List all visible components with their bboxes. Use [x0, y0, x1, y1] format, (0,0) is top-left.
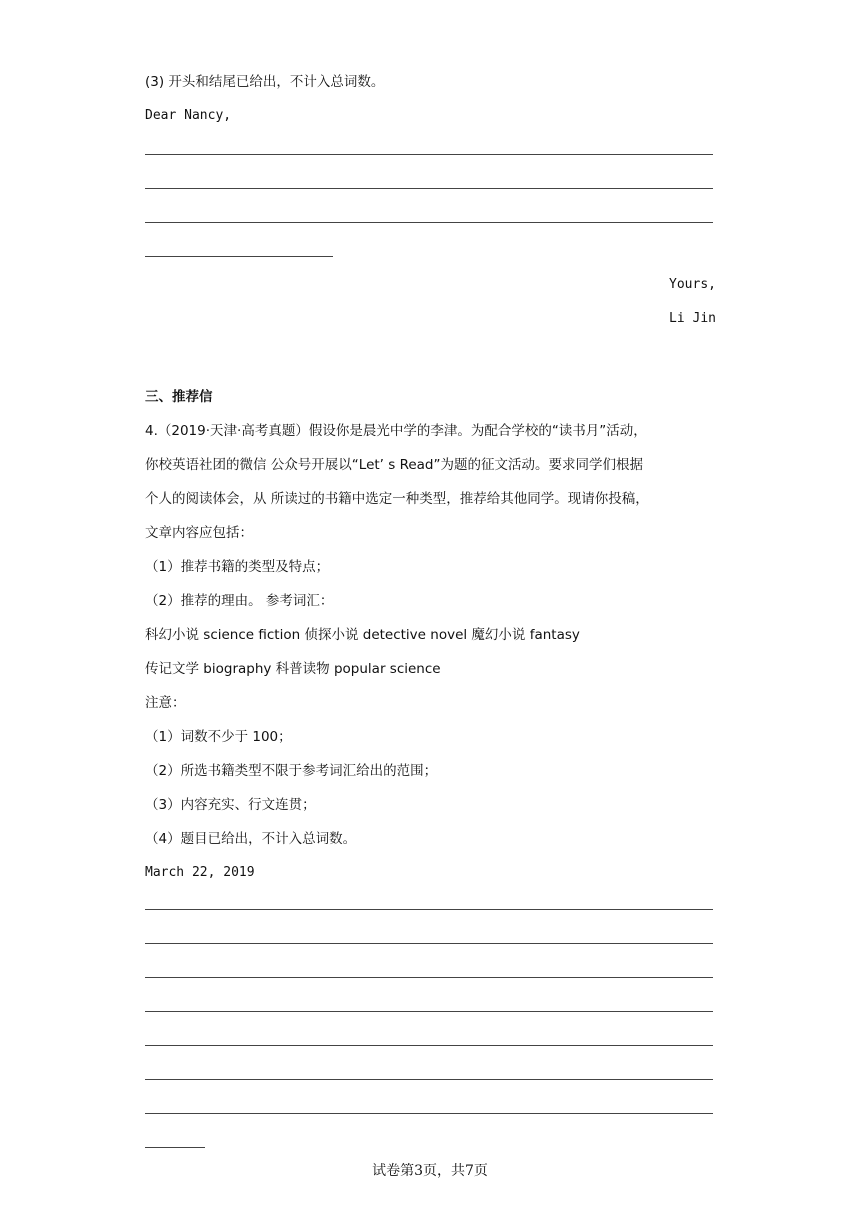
answer-line [145, 977, 713, 978]
answer-line [145, 1011, 713, 1012]
signature: Li Jin [669, 311, 716, 326]
notice-item: （2）所选书籍类型不限于参考词汇给出的范围； [145, 763, 438, 779]
answer-line [145, 909, 713, 910]
question-line: 4.（2019·天津·高考真题）假设你是晨光中学的李津。为配合学校的“读书月”活动， [145, 423, 647, 439]
question-line: 文章内容应包括： [145, 525, 253, 541]
answer-line [145, 943, 713, 944]
notice-item: （3）内容充实、行文连贯； [145, 797, 316, 813]
closing: Yours, [669, 277, 716, 292]
notice-item: （4）题目已给出，不计入总词数。 [145, 831, 357, 847]
answer-line-short [145, 256, 333, 257]
section-heading: 三、推荐信 [145, 389, 213, 405]
note-3: (3) 开头和结尾已给出，不计入总词数。 [145, 74, 385, 90]
answer-line-short [145, 1147, 205, 1148]
answer-line [145, 188, 713, 189]
content-item: （2）推荐的理由。 参考词汇： [145, 593, 334, 609]
answer-line [145, 1079, 713, 1080]
vocab-line: 科幻小说 science fiction 侦探小说 detective novel 魔幻小说 fantasy [145, 627, 580, 643]
answer-line [145, 1045, 713, 1046]
page-footer: 试卷第3页，共7页 [372, 1163, 488, 1179]
question-line: 个人的阅读体会，从 所读过的书籍中选定一种类型，推荐给其他同学。现请你投稿， [145, 491, 649, 507]
question-line: 你校英语社团的微信 公众号开展以“Let’ s Read”为题的征文活动。要求同学们根据 [145, 457, 643, 473]
answer-line [145, 1113, 713, 1114]
content-item: （1）推荐书籍的类型及特点； [145, 559, 330, 575]
salutation: Dear Nancy, [145, 108, 232, 123]
vocab-line: 传记文学 biography 科普读物 popular science [145, 661, 441, 677]
answer-line [145, 222, 713, 223]
notice-item: （1）词数不少于 100； [145, 729, 292, 745]
letter-date: March 22, 2019 [145, 865, 255, 880]
answer-line [145, 154, 713, 155]
notice-label: 注意： [145, 695, 186, 711]
